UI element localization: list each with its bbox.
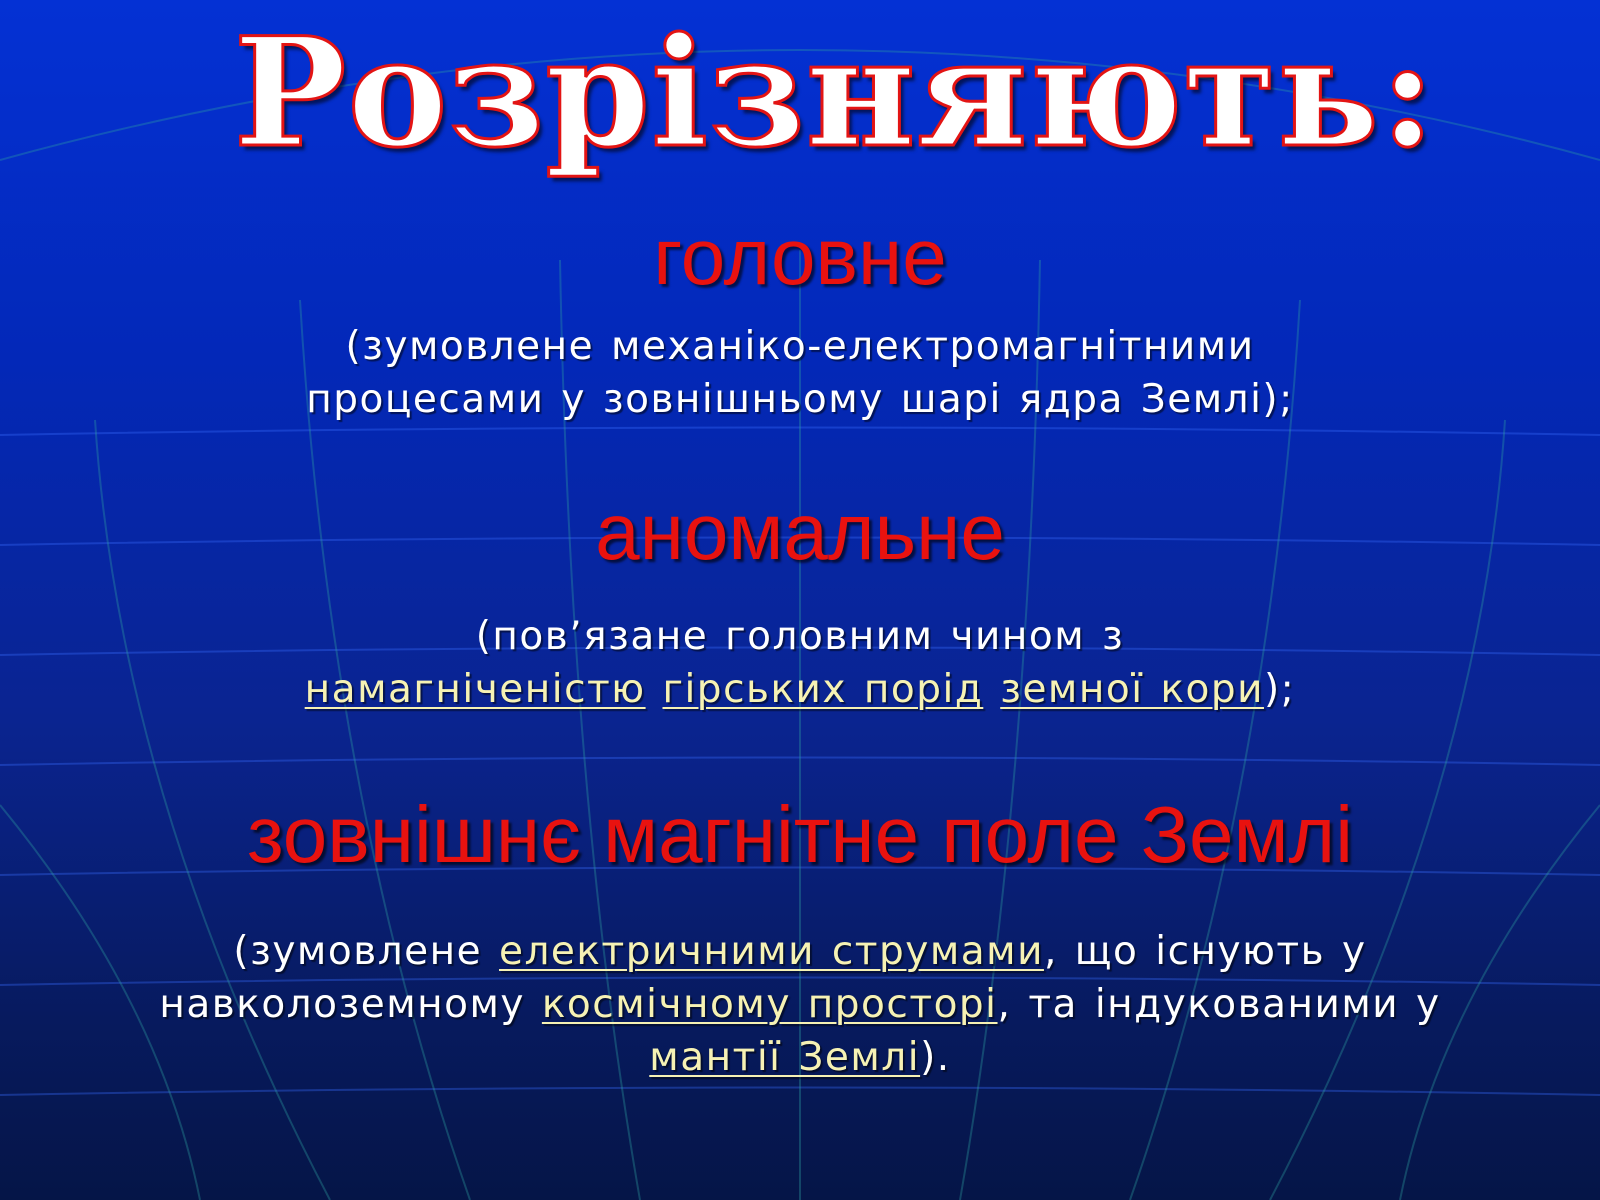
text-span: , що існують у	[1043, 929, 1367, 974]
text-span: (зумовлене механіко-електромагнітними	[345, 324, 1255, 369]
slide-title: Розрізняють:	[233, 5, 1437, 181]
description-line	[0, 373, 1600, 426]
text-span: ).	[920, 1035, 951, 1080]
text-span: , та індукованими у	[997, 982, 1441, 1027]
link-earth-crust[interactable]: земної кори	[1000, 667, 1264, 712]
text-span: навколоземному	[159, 982, 542, 1027]
link-earth-mantle[interactable]: мантії Землі	[649, 1035, 921, 1080]
description-external-field	[0, 925, 1600, 1084]
text-span: );	[1263, 667, 1296, 712]
text-span: (пов’язане головним чином з	[475, 614, 1125, 659]
text-span	[646, 667, 663, 712]
heading-external-field: зовнішнє магнітне поле Землі	[246, 790, 1353, 879]
description-anomalous-field	[0, 610, 1600, 716]
heading-anomalous-field: аномальне	[595, 487, 1005, 576]
description-line	[0, 663, 1600, 716]
description-main-field	[0, 320, 1600, 426]
link-rocks[interactable]: гірських порід	[662, 667, 984, 712]
link-magnetization[interactable]: намагніченістю	[304, 667, 646, 712]
text-span: (зумовлене	[233, 929, 500, 974]
link-electric-currents[interactable]: електричними струмами	[499, 929, 1044, 974]
description-line	[130, 925, 1470, 978]
heading-main-field: головне	[653, 212, 947, 301]
text-span	[983, 667, 1000, 712]
text-span: процесами у зовнішньому шарі ядра Землі);	[306, 377, 1294, 422]
description-line	[130, 978, 1470, 1031]
link-outer-space[interactable]: космічному просторі	[541, 982, 998, 1027]
description-line	[0, 320, 1600, 373]
description-line	[0, 610, 1600, 663]
description-line	[130, 1031, 1470, 1084]
